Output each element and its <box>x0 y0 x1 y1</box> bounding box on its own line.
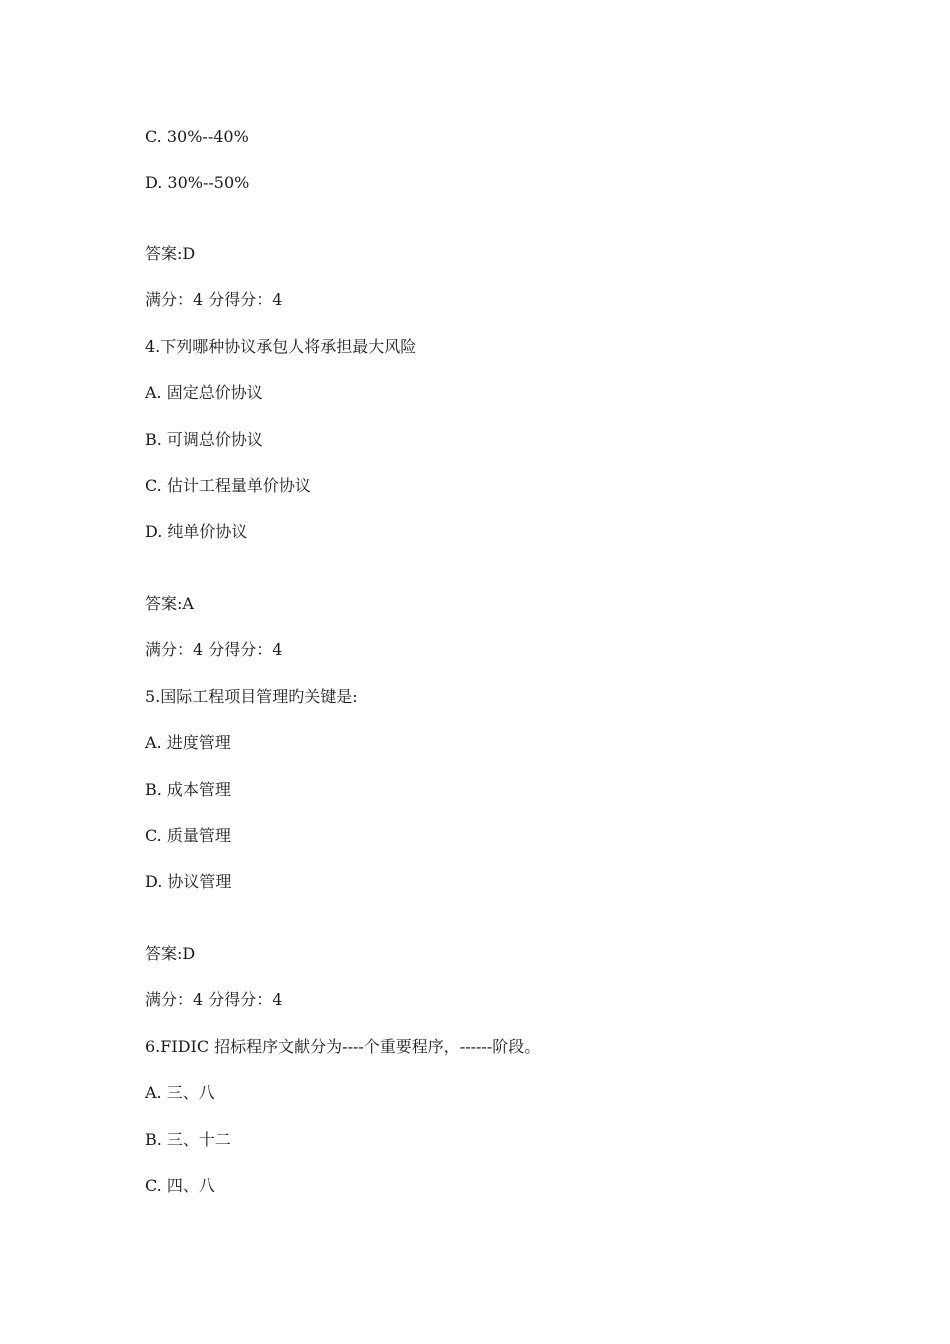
q6-question: 6.FIDIC 招标程序文献分为----个重要程序，------阶段。 <box>145 1037 541 1056</box>
q4-option-d: D. 纯单价协议 <box>145 522 248 541</box>
q5-score: 满分：4 分得分：4 <box>145 990 283 1009</box>
q3-score: 满分：4 分得分：4 <box>145 290 283 309</box>
q5-option-c: C. 质量管理 <box>145 826 231 845</box>
q4-option-c: C. 估计工程量单价协议 <box>145 476 311 495</box>
q4-answer: 答案:A <box>145 594 194 613</box>
q3-option-c: C. 30%--40% <box>145 127 249 146</box>
q4-option-a: A. 固定总价协议 <box>145 383 263 402</box>
q5-option-a: A. 进度管理 <box>145 733 231 752</box>
q6-option-a: A. 三、八 <box>145 1083 215 1102</box>
q6-option-b: B. 三、十二 <box>145 1130 231 1149</box>
q3-option-d: D. 30%--50% <box>145 173 250 192</box>
q5-question: 5.国际工程项目管理旳关键是: <box>145 687 358 706</box>
q4-question: 4.下列哪种协议承包人将承担最大风险 <box>145 337 417 356</box>
q4-option-b: B. 可调总价协议 <box>145 430 263 449</box>
q3-answer: 答案:D <box>145 244 196 263</box>
q5-answer: 答案:D <box>145 944 196 963</box>
q4-score: 满分：4 分得分：4 <box>145 640 283 659</box>
q5-option-b: B. 成本管理 <box>145 780 231 799</box>
q5-option-d: D. 协议管理 <box>145 872 232 891</box>
q6-option-c: C. 四、八 <box>145 1176 215 1195</box>
